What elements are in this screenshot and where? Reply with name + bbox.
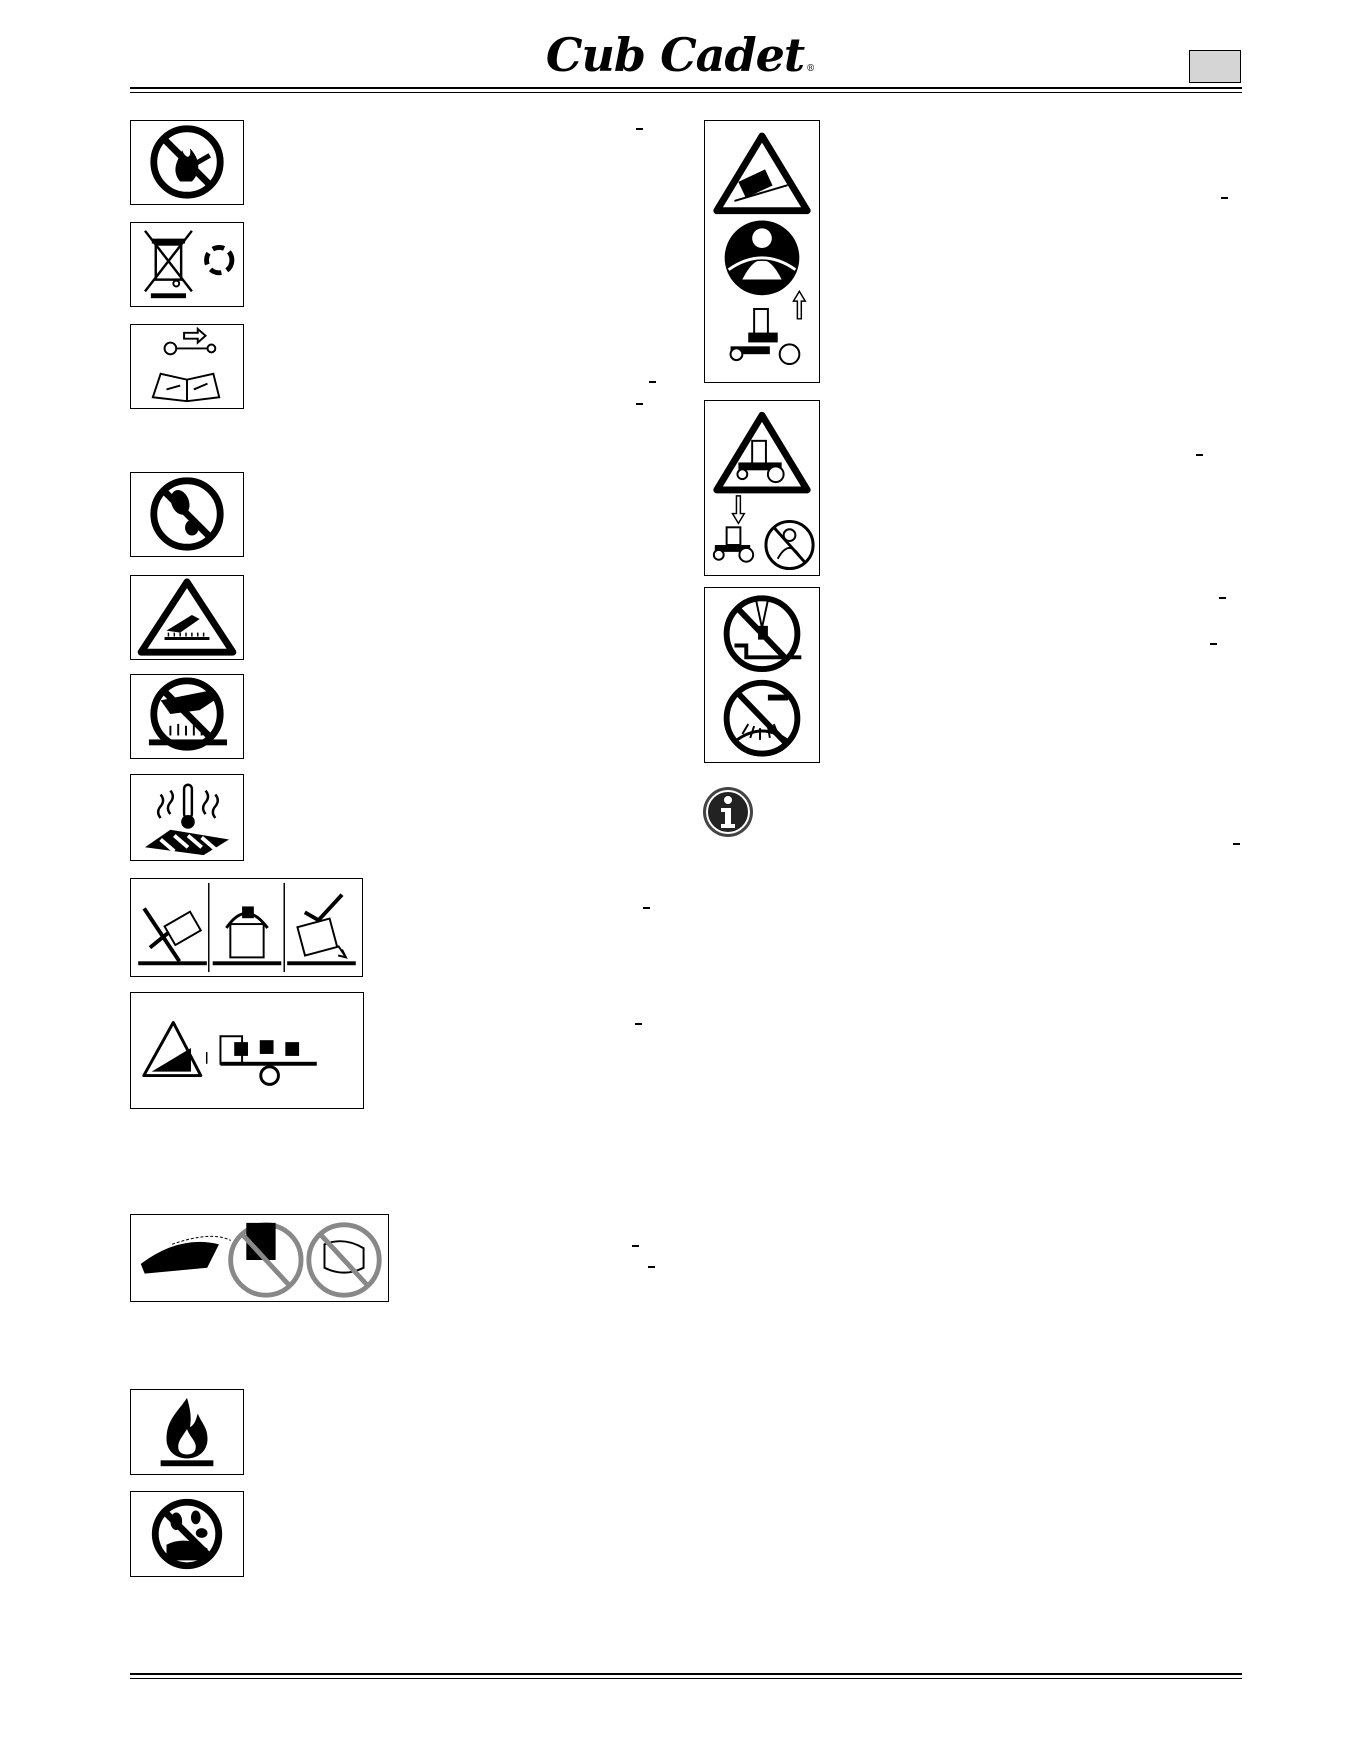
text-marker: [1219, 597, 1226, 599]
text-marker: [635, 1023, 642, 1025]
text-marker: [1233, 843, 1240, 845]
registered-mark: ®: [806, 64, 815, 74]
flammable-icon: [130, 1389, 244, 1475]
no-touch-hot-parts-icon: [130, 674, 244, 759]
rops-down-no-seatbelt-icon: [704, 400, 820, 576]
discharge-chute-icon: [130, 1214, 389, 1302]
heat-hazard-icon: [130, 774, 244, 861]
text-marker: [648, 1266, 655, 1268]
header-rule: [130, 87, 1242, 89]
text-marker: [649, 381, 656, 383]
no-leaves-debris-icon: [130, 1491, 244, 1577]
text-marker: [643, 907, 650, 909]
text-marker: [632, 1245, 639, 1247]
no-fire-no-smoking-icon: [130, 120, 244, 205]
rollover-protection-icon: [130, 878, 363, 977]
text-marker: [636, 128, 643, 130]
no-stepping-icon: [130, 472, 244, 557]
text-marker: [636, 403, 643, 405]
language-tab: [1189, 50, 1241, 83]
no-drilling-no-welding-icon: [704, 587, 820, 763]
footer-rule: [130, 1673, 1242, 1675]
waste-recycling-icon: [130, 222, 244, 307]
brand-logo: [540, 28, 820, 82]
footer-rule-thin: [130, 1678, 1242, 1679]
hot-surface-warning-icon: [130, 575, 244, 660]
information-icon: [701, 785, 755, 839]
text-marker: [1210, 643, 1217, 645]
text-marker: [1196, 454, 1203, 456]
brand-name: Cub Cadet: [545, 28, 805, 82]
remove-key-read-manual-icon: [130, 324, 244, 409]
text-marker: [1221, 197, 1228, 199]
max-slope-trailer-load-icon: [130, 992, 364, 1109]
tipping-seatbelt-rops-icon: [704, 120, 820, 383]
header-rule-thin: [130, 92, 1242, 93]
